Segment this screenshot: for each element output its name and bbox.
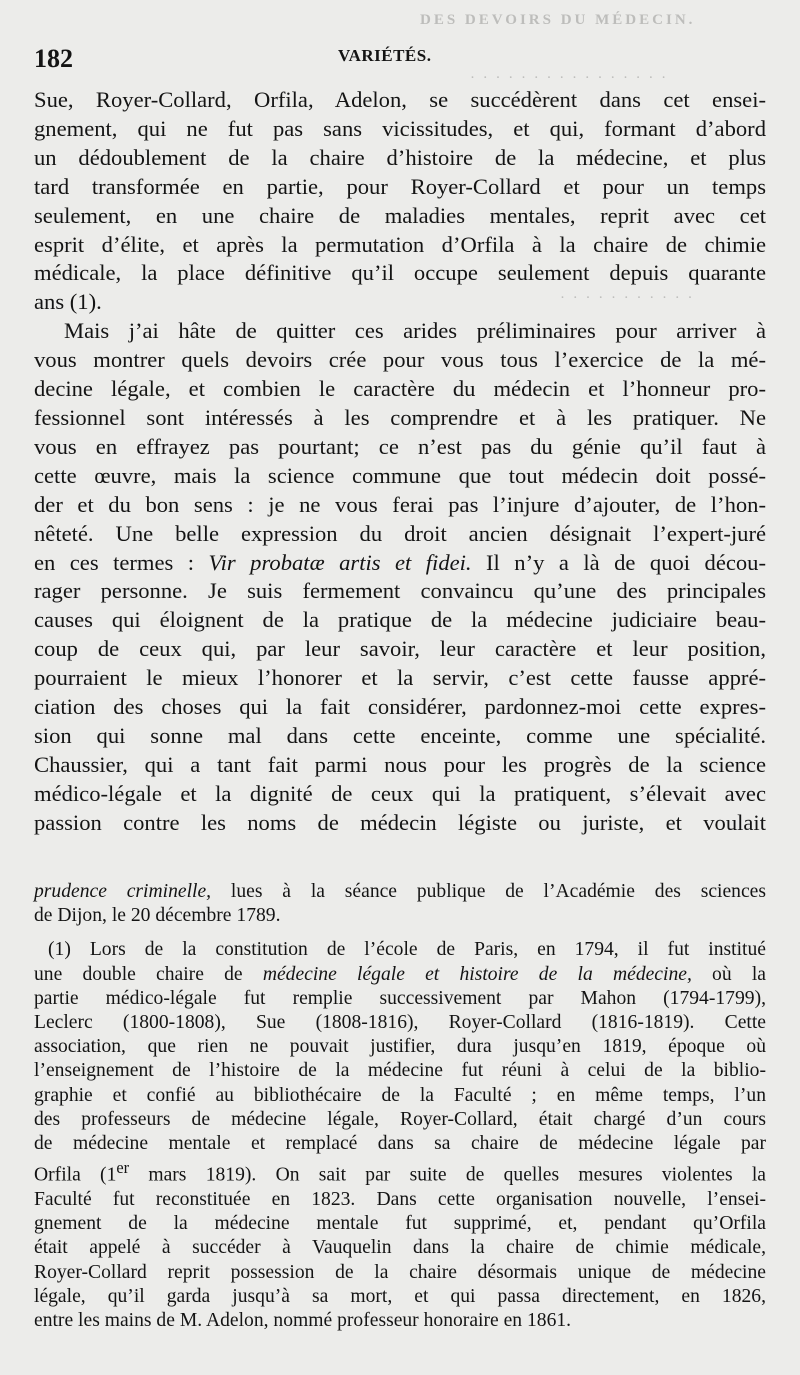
text-line: vous en effrayez pas pourtant; ce n’est pas du génie qu’il faut à (34, 433, 766, 459)
text-line: pourraient le mieux l’honorer et la servir, c’est cette fausse appré- (34, 665, 766, 691)
text-line: ciation des choses qui la fait considérer, pardonnez-moi cette expres- (34, 694, 766, 720)
text-line: esprit d’élite, et après la permutation d’Orfila à la chaire de chimie (34, 231, 766, 257)
show-through-text: · · · · · · · · · · · (560, 290, 695, 306)
text-line: tard transformée en partie, pour Royer-Collard et pour un temps (34, 173, 766, 199)
main-text-block (34, 86, 766, 838)
text-run: une double chaire de (34, 963, 263, 985)
text-run: lues à la séance publique de l’Académie des sciences (211, 881, 766, 902)
running-head: VARIÉTÉS. (338, 46, 432, 65)
text-run: où la (691, 963, 767, 985)
text-line: coup de ceux qui, par leur savoir, leur caractère et leur position, (34, 636, 766, 662)
text-line: decine légale, et combien le caractère du médecin et l’honneur pro- (34, 376, 766, 402)
text-line: der et du bon sens : je ne vous ferai pas l’injure d’ajouter, de l’hon- (34, 491, 766, 517)
text-line: Chaussier, qui a tant fait parmi nous pour les progrès de la science (34, 751, 766, 777)
footnote-line: partie médico-légale fut remplie successivement par Mahon (1794-1799), (34, 987, 766, 1009)
footnote-line: l’enseignement de l’histoire de la médecine fut réuni à celui de la biblio- (34, 1060, 766, 1082)
footnote-line: Royer-Collard reprit possession de la chaire désormais unique de médecine (34, 1261, 766, 1283)
footnote-line: association, que rien ne pouvait justifier, dura jusqu’en 1819, époque où (34, 1036, 766, 1058)
text-line: médico-légale et la dignité de ceux qui la pratiquent, s’élevait avec (34, 780, 766, 806)
footnote-line: entre les mains de M. Adelon, nommé professeur honoraire en 1861. (34, 1309, 572, 1331)
page-number: 182 (34, 44, 73, 73)
text-line: fessionnel sont intéressés à les comprendre et à les pratiquer. Ne (34, 404, 766, 430)
footnote-line: des professeurs de médecine légale, Royer-Collard, était chargé d’un cours (34, 1108, 766, 1130)
text-line: Sue, Royer-Collard, Orfila, Adelon, se succédèrent dans cet ensei- (34, 87, 766, 112)
footnote-line: de médecine mentale et remplacé dans sa chaire de médecine légale par (34, 1133, 766, 1155)
text-run: prudence criminelle, (34, 881, 212, 902)
text-line: seulement, en une chaire de maladies mentales, reprit avec cet (34, 202, 766, 228)
text-run: Orfila (1 (34, 1164, 117, 1186)
text-line: gnement, qui ne fut pas sans vicissitudes, et qui, formant d’abord (34, 115, 766, 141)
text-line: passion contre les noms de médecin légiste ou juriste, et voulait (34, 809, 766, 835)
footnote-line: de Dijon, le 20 décembre 1789. (34, 905, 281, 927)
footnote-line: légale, qu’il garda jusqu’à sa mort, et qui passa directement, en 1826, (34, 1285, 766, 1307)
footnote-line: gnement de la médecine mentale fut supprimé, et, pendant qu’Orfila (34, 1213, 766, 1235)
footnote-line (34, 1156, 766, 1188)
text-line: nêteté. Une belle expression du droit ancien désignait l’expert-juré (34, 520, 766, 546)
text-line: vous montrer quels devoirs crée pour vous tous l’exercice de la mé- (34, 347, 766, 373)
text-run: médecine légale et histoire de la médecine, (262, 963, 692, 985)
text-line: causes qui éloignent de la pratique de la médecine judiciaire beau- (34, 607, 766, 633)
text-run: Il n’y a là de quoi décou- (471, 549, 766, 575)
footnote-line (34, 880, 766, 904)
footnote-line: Leclerc (1800-1808), Sue (1808-1816), Royer-Collard (1816-1819). Cette (34, 1012, 766, 1034)
text-line: sion qui sonne mal dans cette enceinte, comme une spécialité. (34, 722, 766, 748)
text-line: rager personne. Je suis fermement convaincu qu’une des principales (34, 578, 766, 604)
superscript: er (116, 1158, 130, 1178)
footnote-line: était appelé à succéder à Vauquelin dans la chaire de chimie médicale, (34, 1237, 766, 1259)
text-line (34, 549, 766, 578)
show-through-header: DES DEVOIRS DU MÉDECIN. (420, 12, 696, 28)
text-run: en ces termes : (34, 549, 209, 575)
text-line: ans (1). (34, 289, 102, 315)
text-line: Mais j’ai hâte de quitter ces arides préliminaires pour arriver à (64, 318, 766, 344)
show-through-text: · · · · · · · · · · · · · · · · (470, 70, 669, 86)
footnote-line (34, 963, 766, 987)
footnote-line: (1) Lors de la constitution de l’école de Paris, en 1794, il fut institué (48, 939, 766, 961)
text-line: cette œuvre, mais la science commune que tout médecin doit possé- (34, 462, 766, 488)
footnotes-block (34, 880, 766, 1333)
text-line: médicale, la place définitive qu’il occupe seulement depuis quarante (34, 260, 766, 286)
text-run: mars 1819). On sait par suite de quelles mesures violentes la (129, 1164, 767, 1186)
text-line: un dédoublement de la chaire d’histoire de la médecine, et plus (34, 144, 766, 170)
footnote-spacer (34, 928, 766, 938)
footnote-line: graphie et confié au bibliothécaire de la Faculté ; en même temps, l’un (34, 1084, 766, 1106)
latin-quotation: Vir probatæ artis et fidei. (208, 549, 472, 575)
footnote-line: Faculté fut reconstituée en 1823. Dans cette organisation nouvelle, l’ensei- (34, 1188, 766, 1210)
